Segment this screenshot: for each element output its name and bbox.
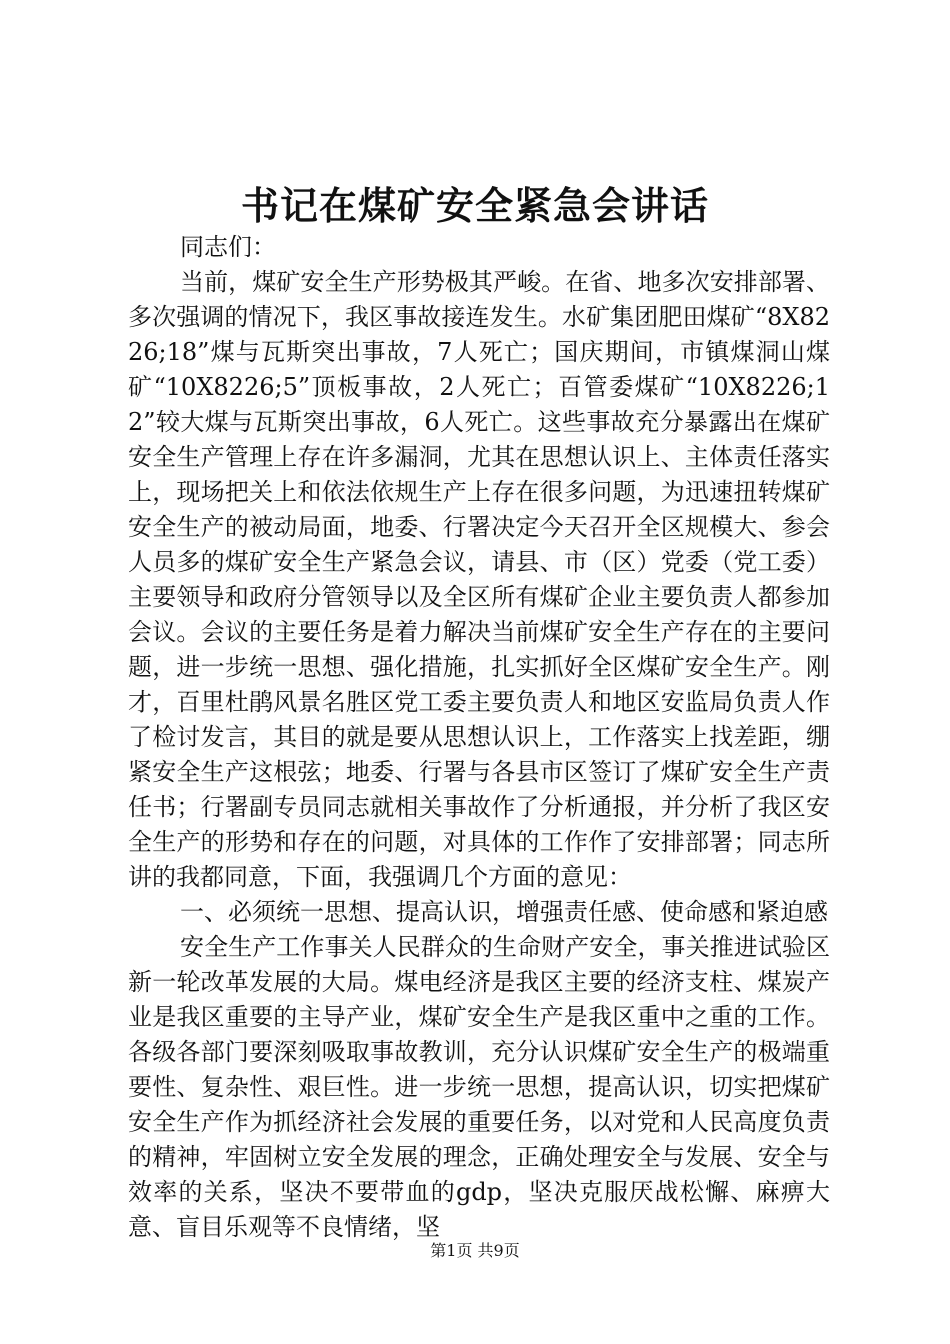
body-paragraph: 当前，煤矿安全生产形势极其严峻。在省、地多次安排部署、多次强调的情况下，我区事故接连发生。水矿集团肥田煤矿“8X8226;18”煤与瓦斯突出事故，7人死亡；国庆期间，市镇煤洞山煤矿“10X8226;5”顶板事故，2人死亡；百管委煤矿“10X8226;12”较大煤与瓦斯突出事故，6人死亡。这些事故充分暴露出在煤矿安全生产管理上存在许多漏洞，尤其在思想认识上、主体责任落实上，现场把关上和依法依规生产上存在很多问题，为迅速扭转煤矿安全生产的被动局面，地委、行署决定今天召开全区规模大、参会人员多的煤矿安全生产紧急会议，请县、市（区）党委（党工委）主要领导和政府分管领导以及全区所有煤矿企业主要负责人都参加会议。会议的主要任务是着力解决当前煤矿安全生产存在的主要问题，进一步统一思想、强化措施，扎实抓好全区煤矿安全生产。刚才，百里杜鹃风景名胜区党工委主要负责人和地区安监局负责人作了检讨发言，其目的就是要从思想认识上，工作落实上找差距，绷紧安全生产这根弦；地委、行署与各县市区签订了煤矿安全生产责任书；行署副专员同志就相关事故作了分析通报，并分析了我区安全生产的形势和存在的问题，对具体的工作作了安排部署；同志所讲的我都同意，下面，我强调几个方面的意见：: [128, 268, 830, 891]
document-body: [128, 230, 830, 1245]
salutation-paragraph: 同志们：: [180, 233, 276, 261]
document-title: 书记在煤矿安全紧急会讲话: [240, 183, 709, 228]
page-number-footer: 第1页 共9页: [430, 1241, 520, 1260]
section-heading-paragraph: 一、必须统一思想、提高认识，增强责任感、使命感和紧迫感: [180, 898, 828, 926]
body-paragraph: 安全生产工作事关人民群众的生命财产安全，事关推进试验区新一轮改革发展的大局。煤电经济是我区主要的经济支柱、煤炭产业是我区重要的主导产业，煤矿安全生产是我区重中之重的工作。各级各部门要深刻吸取事故教训，充分认识煤矿安全生产的极端重要性、复杂性、艰巨性。进一步统一思想，提高认识，切实把煤矿安全生产作为抓经济社会发展的重要任务，以对党和人民高度负责的精神，牢固树立安全发展的理念，正确处理安全与发展、安全与效率的关系，坚决不要带血的gdp，坚决克服厌战松懈、麻痹大意、盲目乐观等不良情绪，坚: [128, 933, 830, 1241]
